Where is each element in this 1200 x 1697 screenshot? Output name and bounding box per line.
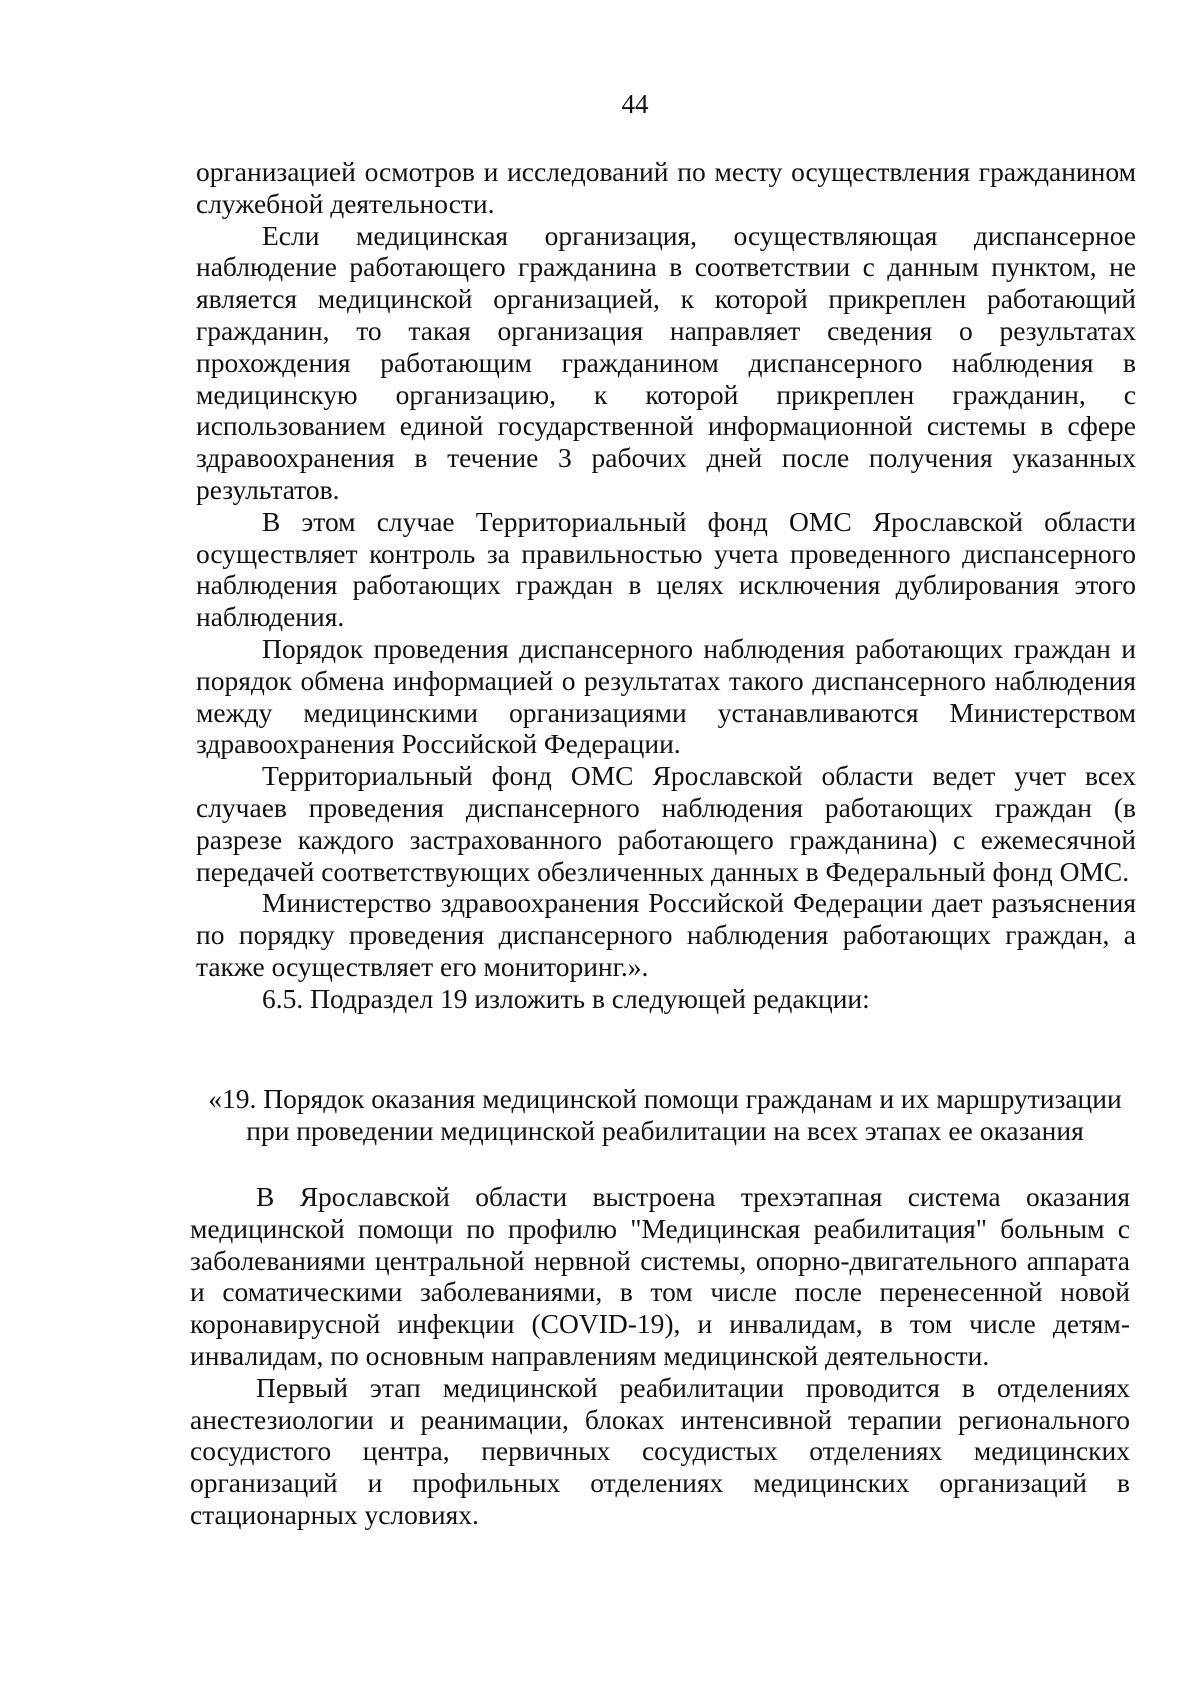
paragraph: В этом случае Территориальный фонд ОМС Ярославской области осуществляет контроль за правильностью учета проведенного диспансерного наблюдения работающих граждан в целях исключения дублирования этого наблюдения.	[196, 505, 1136, 633]
paragraph: В Ярославской области выстроена трехэтапная система оказания медицинской помощи по профилю "Медицинская реабилитация" больным с заболеваниями центральной нервной системы, опорно-двигательного аппарата и соматическими заболеваниями, в том числе после перенесенной новой коронавирусной инфекции (COVID-19), и инвалидам, в том числе детям-инвалидам, по основным направлениям медицинской деятельности.	[190, 1181, 1130, 1371]
section-heading-line-1: «19. Порядок оказания медицинской помощи гражданам и их маршрутизации	[208, 1083, 1122, 1114]
text-block-top	[196, 156, 1136, 1015]
paragraph: Если медицинская организация, осуществляющая диспансерное наблюдение работающего гражданина в соответствии с данным пунктом, не является медицинской организацией, к которой прикреплен работающий гражданин, то такая организация направляет сведения о результатах прохождения работающим гражданином диспансерного наблюдения в медицинскую организацию, к которой прикреплен гражданин, с использованием единой государственной информационной системы в сфере здравоохранения в течение 3 рабочих дней после получения указанных результатов.	[196, 219, 1136, 505]
paragraph: Порядок проведения диспансерного наблюдения работающих граждан и порядок обмена информацией о результатах такого диспансерного наблюдения между медицинскими организациями устанавливаются Министерством здравоохранения Российской Федерации.	[196, 632, 1136, 760]
text-block-bottom	[190, 1181, 1130, 1531]
section-heading-line-2: при проведении медицинской реабилитации на всех этапах ее оказания	[246, 1114, 1084, 1146]
paragraph: Территориальный фонд ОМС Ярославской области ведет учет всех случаев проведения диспансерного наблюдения работающих граждан (в разрезе каждого застрахованного работающего гражданина) с ежемесячной передачей соответствующих обезличенных данных в Федеральный фонд ОМС.	[196, 760, 1136, 887]
page-number: 44	[621, 89, 649, 119]
paragraph: Первый этап медицинской реабилитации проводится в отделениях анестезиологии и реанимации, блоках интенсивной терапии регионального сосудистого центра, первичных сосудистых отделениях медицинских организаций и профильных отделениях медицинских организаций в стационарных условиях.	[190, 1371, 1130, 1530]
paragraph-continuation: организацией осмотров и исследований по месту осуществления гражданином служебной деятельности.	[196, 156, 1136, 219]
paragraph: Министерство здравоохранения Российской Федерации дает разъяснения по порядку проведения диспансерного наблюдения работающих граждан, а также осуществляет его мониторинг.».	[196, 887, 1136, 982]
paragraph: 6.5. Подраздел 19 изложить в следующей редакции:	[262, 982, 870, 1014]
section-heading	[190, 1083, 1140, 1147]
